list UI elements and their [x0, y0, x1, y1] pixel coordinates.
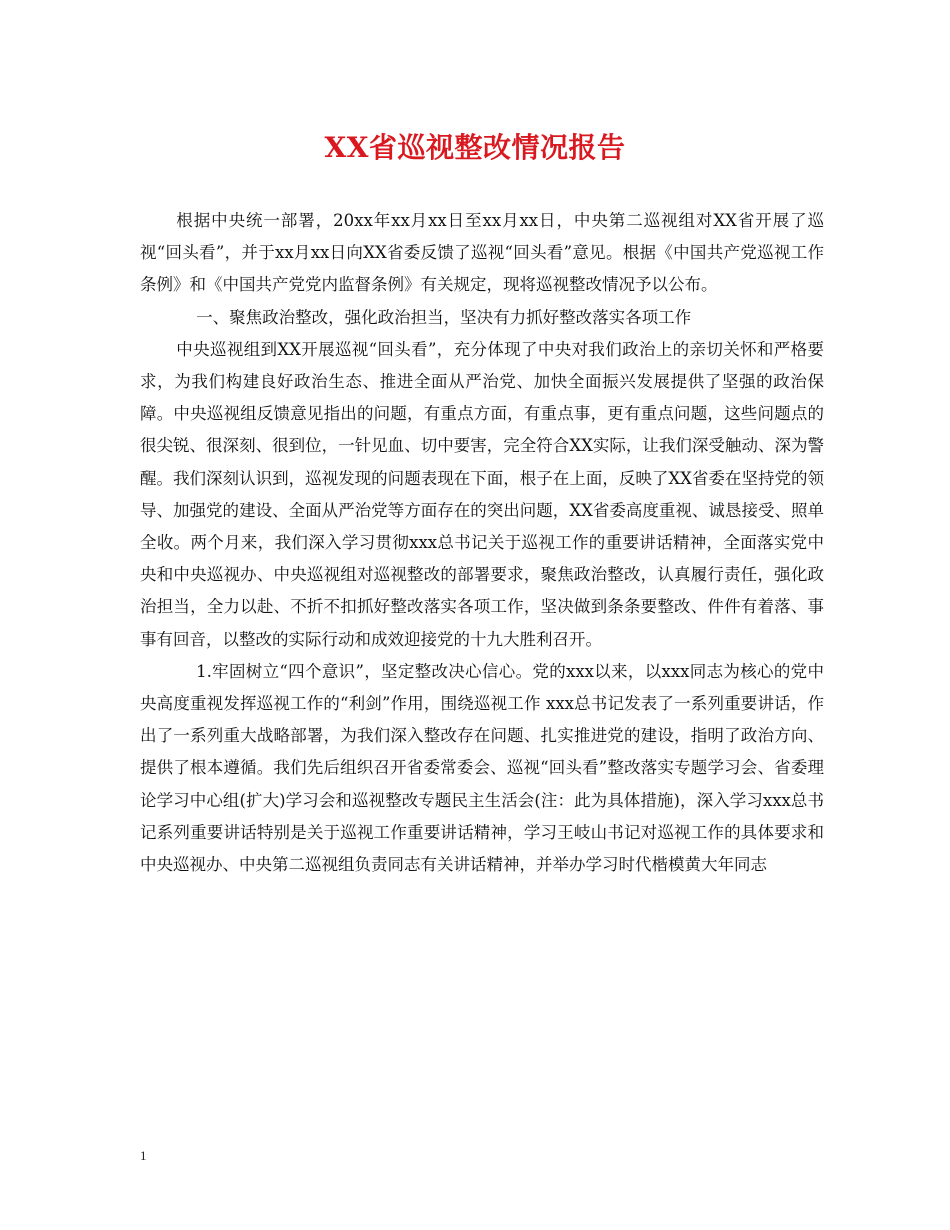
- paragraph-section-1: 中央巡视组到XX开展巡视“回头看”，充分体现了中央对我们政治上的亲切关怀和严格要求，为我们构建良好政治生态、推进全面从严治党、加快全面振兴发展提供了坚强的政治保障。中央巡视组反馈意见指出的问题，有重点方面，有重点事，更有重点问题，这些问题点的很尖锐、很深刻、很到位，一针见血、切中要害，完全符合XX实际，让我们深受触动、深为警醒。我们深刻认识到，巡视发现的问题表现在下面，根子在上面，反映了XX省委在坚持党的领导、加强党的建设、全面从严治党等方面存在的突出问题，XX省委高度重视、诚恳接受、照单全收。两个月来，我们深入学习贯彻xxx总书记关于巡视工作的重要讲话精神，全面落实党中央和中央巡视办、中央巡视组对巡视整改的部署要求，聚焦政治整改，认真履行责任，强化政治担当，全力以赴、不折不扣抓好整改落实各项工作，坚决做到条条要整改、件件有着落、事事有回音，以整改的实际行动和成效迎接党的十九大胜利召开。: [140, 339, 824, 649]
- paragraph-intro: 根据中央统一部署，20xx年xx月xx日至xx月xx日，中央第二巡视组对XX省开展了巡视“回头看”，并于xx月xx日向XX省委反馈了巡视“回头看”意见。根据《中国共产党巡视工作条例》和《中国共产党党内监督条例》有关规定，现将巡视整改情况予以公布。: [140, 211, 824, 295]
- section-heading-1: 一、聚焦政治整改，强化政治担当，坚决有力抓好整改落实各项工作: [196, 307, 692, 327]
- document-title: XX省巡视整改情况报告: [324, 131, 626, 164]
- document-body: [140, 205, 824, 881]
- paragraph-item-1: 1.牢固树立“四个意识”，坚定整改决心信心。党的xxx以来，以xxx同志为核心的党中央高度重视发挥巡视工作的“利剑”作用，围绕巡视工作 xxx总书记发表了一系列重要讲话，作出了一系列重大战略部署，为我们深入整改存在问题、扎实推进党的建设，指明了政治方向、提供了根本遵循。我们先后组织召开省委常委会、巡视“回头看”整改落实专题学习会、省委理论学习中心组(扩大)学习会和巡视整改专题民主生活会(注：此为具体措施)，深入学习xxx总书记系列重要讲话特别是关于巡视工作重要讲话精神，学习王岐山书记对巡视工作的具体要求和中央巡视办、中央第二巡视组负责同志有关讲话精神，并举办学习时代楷模黄大年同志: [140, 661, 824, 875]
- page-number: 1: [140, 1148, 147, 1163]
